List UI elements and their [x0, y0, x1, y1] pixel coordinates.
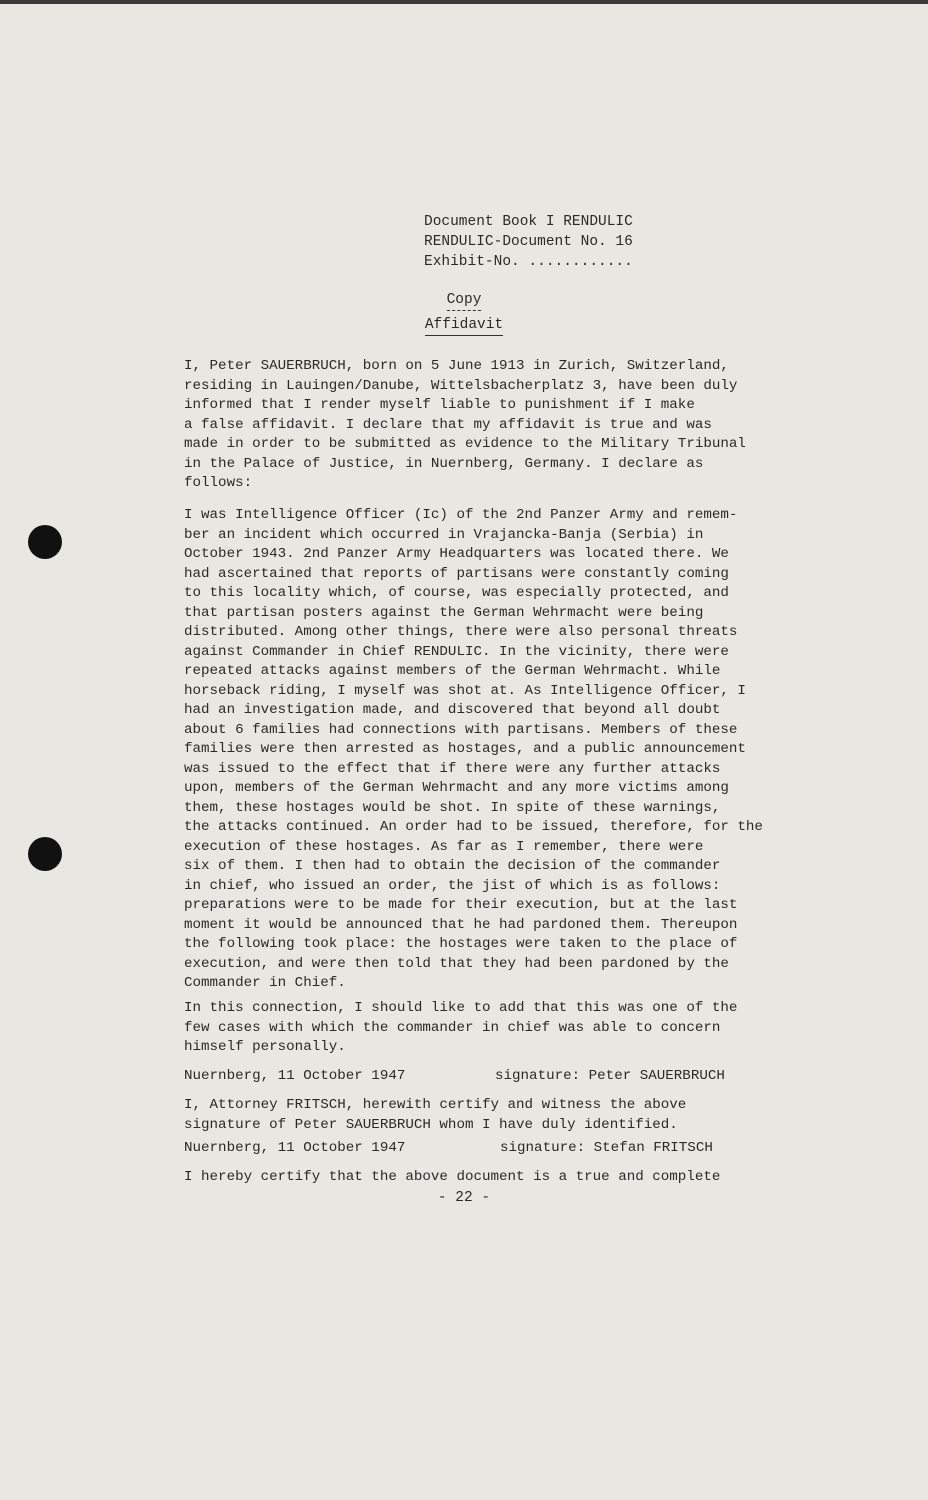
attestation-line: signature of Peter SAUERBRUCH whom I have duly identified. — [184, 1116, 678, 1133]
paragraph-2-line: that partisan posters against the German Wehrmacht were being — [184, 604, 704, 621]
paragraph-1-line: informed that I render myself liable to punishment if I make — [184, 397, 695, 413]
paragraph-3-line: In this connection, I should like to add that this was one of the — [184, 1000, 738, 1016]
paragraph-1 — [184, 357, 844, 494]
paragraph-2 — [184, 506, 844, 994]
page-top-edge — [0, 0, 928, 4]
copy-label-wrap — [0, 292, 928, 311]
paragraph-2-line: repeated attacks against members of the German Wehrmacht. While — [184, 663, 721, 679]
page-number: - 22 - — [437, 1190, 491, 1206]
signature-1: signature: Peter SAUERBRUCH — [495, 1068, 725, 1084]
paragraph-2-line: the following took place: the hostages were taken to the place of — [184, 936, 738, 952]
header-line-2: RENDULIC-Document No. 16 — [424, 234, 633, 250]
paragraph-1-line: follows: — [184, 475, 253, 491]
paragraph-2-line: distributed. Among other things, there were also personal threats — [184, 624, 738, 640]
paragraph-2-line: Commander in Chief. — [184, 975, 346, 991]
punch-hole-top — [28, 525, 62, 559]
paragraph-1-line: I, Peter SAUERBRUCH, born on 5 June 1913 in Zurich, Switzerland, — [184, 358, 729, 374]
attestation — [184, 1096, 844, 1135]
paragraph-1-line: made in order to be submitted as evidence to the Military Tribunal — [184, 436, 746, 452]
paragraph-2-line: October 1943. 2nd Panzer Army Headquarters was located there. We — [184, 546, 729, 562]
signature-2-place-date: Nuernberg, 11 October 1947 — [184, 1140, 406, 1156]
paragraph-2-line: execution of these hostages. As far as I remember, there were — [184, 838, 704, 855]
signature-row-2 — [184, 1140, 405, 1156]
signature-row-1 — [184, 1068, 405, 1084]
paragraph-3 — [184, 999, 844, 1058]
header-line-1: Document Book I RENDULIC — [424, 214, 633, 230]
affidavit-title: Affidavit — [425, 317, 503, 336]
attestation-line: I, Attorney FRITSCH, herewith certify and witness the above — [184, 1097, 687, 1113]
paragraph-2-line: preparations were to be made for their execution, but at the last — [184, 897, 738, 913]
paragraph-2-line: upon, members of the German Wehrmacht and any more victims among — [184, 780, 729, 796]
paragraph-1-line: a false affidavit. I declare that my affidavit is true and was — [184, 416, 712, 433]
paragraph-2-line: was issued to the effect that if there were any further attacks — [184, 760, 721, 777]
punch-hole-bottom — [28, 837, 62, 871]
paragraph-2-line: about 6 families had connections with partisans. Members of these — [184, 721, 738, 738]
signature-2: signature: Stefan FRITSCH — [500, 1140, 713, 1156]
paragraph-2-line: ber an incident which occurred in Vrajancka-Banja (Serbia) in — [184, 526, 704, 543]
paragraph-1-line: in the Palace of Justice, in Nuernberg, Germany. I declare as — [184, 455, 704, 472]
title-wrap — [0, 317, 928, 336]
paragraph-2-line: the attacks continued. An order had to be issued, therefore, for the — [184, 819, 763, 835]
paragraph-2-line: moment it would be announced that he had pardoned them. Thereupon — [184, 916, 738, 933]
paragraph-3-line: himself personally. — [184, 1039, 346, 1055]
paragraph-2-line: had an investigation made, and discovered that beyond all doubt — [184, 702, 721, 718]
copy-label: Copy — [447, 292, 482, 311]
paragraph-2-line: execution, and were then told that they had been pardoned by the — [184, 955, 729, 972]
paragraph-3-line: few cases with which the commander in chief was able to concern — [184, 1019, 721, 1036]
document-header — [424, 212, 633, 272]
paragraph-2-line: had ascertained that reports of partisans were constantly coming — [184, 565, 729, 582]
paragraph-2-line: them, these hostages would be shot. In spite of these warnings, — [184, 799, 721, 816]
certification — [184, 1168, 844, 1188]
paragraph-2-line: families were then arrested as hostages, and a public announcement — [184, 741, 746, 757]
header-line-3: Exhibit-No. ............ — [424, 254, 633, 270]
paragraph-2-line: against Commander in Chief RENDULIC. In the vicinity, there were — [184, 643, 729, 660]
certification-line: I hereby certify that the above document is a true and complete — [184, 1169, 721, 1185]
paragraph-2-line: I was Intelligence Officer (Ic) of the 2nd Panzer Army and remem- — [184, 507, 738, 523]
paragraph-2-line: six of them. I then had to obtain the decision of the commander — [184, 858, 721, 874]
paragraph-2-line: to this locality which, of course, was especially protected, and — [184, 585, 729, 601]
paragraph-2-line: horseback riding, I myself was shot at. As Intelligence Officer, I — [184, 682, 746, 699]
signature-1-place-date: Nuernberg, 11 October 1947 — [184, 1068, 406, 1084]
paragraph-1-line: residing in Lauingen/Danube, Wittelsbacherplatz 3, have been duly — [184, 377, 738, 394]
paragraph-2-line: in chief, who issued an order, the jist of which is as follows: — [184, 877, 721, 894]
